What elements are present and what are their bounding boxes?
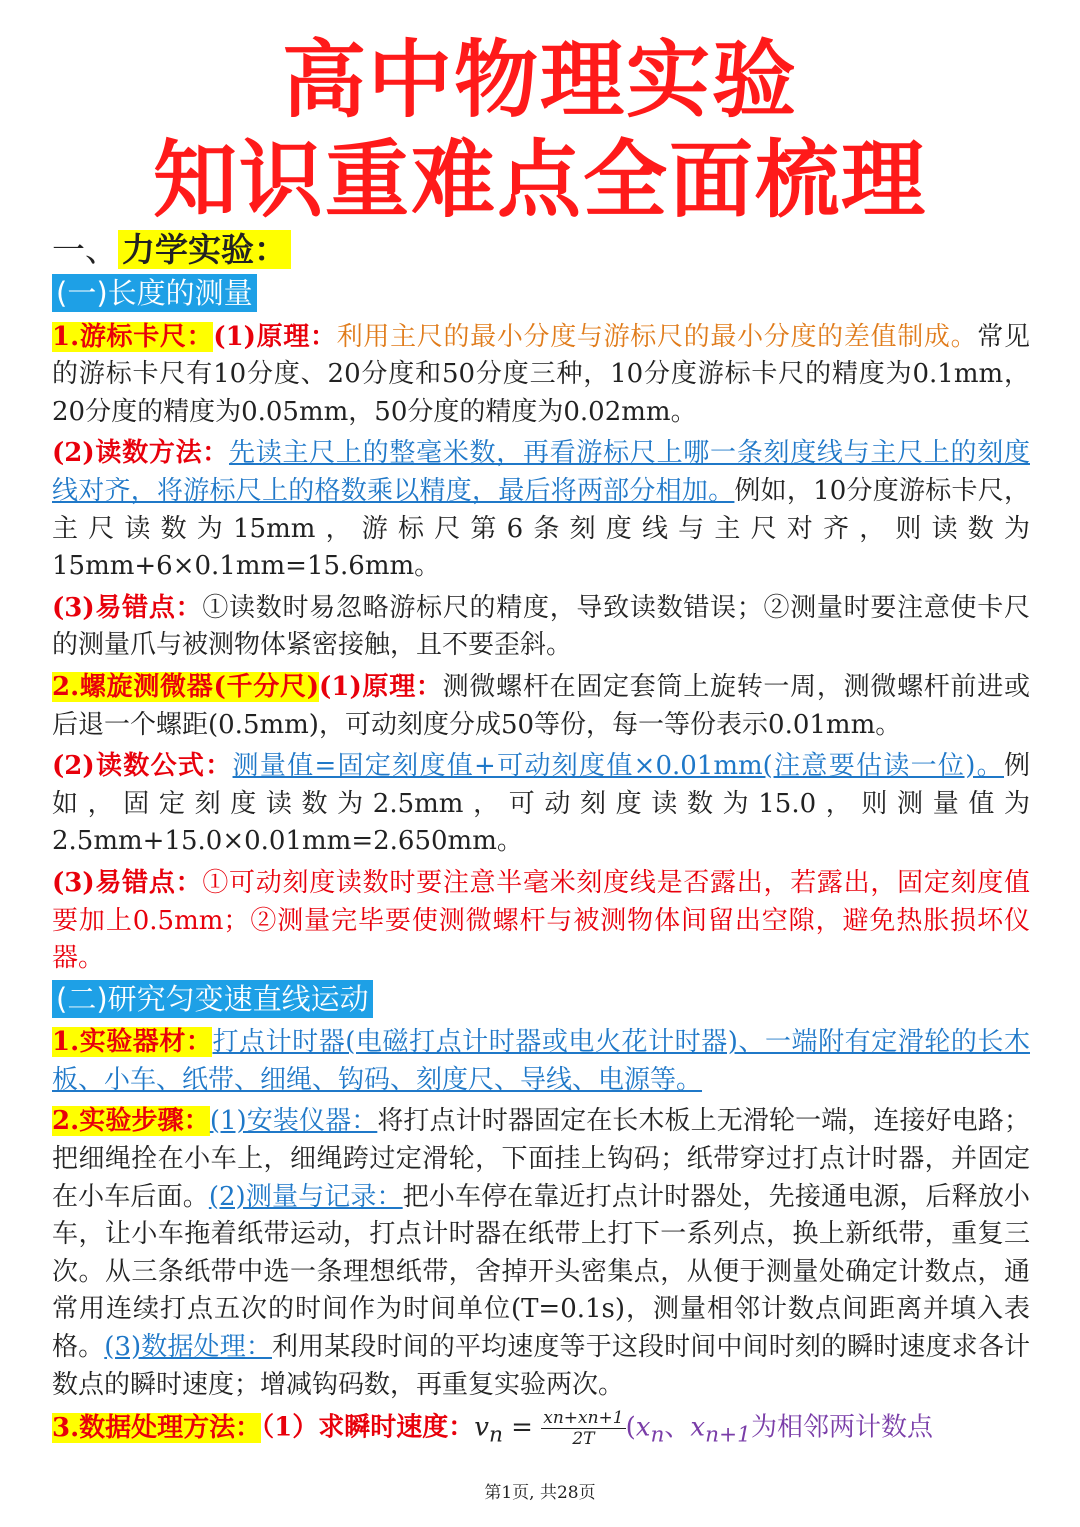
item-lead: （1）求瞬时速度： [261,1412,475,1443]
paragraph-vernier-pitfalls [52,590,1030,665]
body-text: ①可动刻度读数时要注意半毫米刻度线是否露出，若露出，固定刻度值要加上0.5mm；②测量完毕要使测微螺杆与被测物体间留出空隙，避免热胀损坏仪器。 [52,867,1030,974]
item-lead: (2)读数方法： [52,438,230,469]
item-lead: (1)原理： [319,671,443,702]
body-text: 将打点计时器固定在长木板上无滑轮一端，连接好电路；把细绳拴在小车上，细绳跨过定滑轮，下面挂上钩码；纸带穿过打点计时器，并固定在小车后面。 [52,1106,1030,1212]
item-heading: 1.游标卡尺： [52,321,214,352]
page-footer: 第1页, 共28页 [484,1483,596,1503]
section-label: 力学实验： [118,230,291,269]
item-lead: (2)读数公式： [52,751,233,782]
body-text: 例如，10分度游标卡尺，主尺读数为15mm，游标尺第6条刻度线与主尺对齐，则读数为15mm+6×0.1mm=15.6mm。 [52,475,1030,582]
formula-lhs: v [474,1412,489,1443]
item-heading: 1.实验器材： [52,1027,213,1058]
fraction-numerator: xn+xn+1 [543,1408,624,1429]
body-text: 例如，固定刻度读数为2.5mm，可动刻度读数为15.0，则测量值为2.5mm+15.0×0.01mm=2.650mm。 [52,751,1031,857]
underlined-text: 先读主尺上的整毫米数，再看游标尺上哪一条刻度线与主尺上的刻度线对齐，将游标尺上的格数乘以精度，最后将两部分相加。 [52,438,1030,506]
step-label: (1)安装仪器： [209,1106,378,1137]
title-line-2: 知识重难点全面梳理 [152,131,927,229]
body-text: 利用某段时间的平均速度等于这段时间中间时刻的瞬时速度求各计数点的瞬时速度；增减钩码数，再重复实验两次。 [52,1332,1030,1400]
body-text: ①读数时易忽略游标尺的精度，导致读数错误；②测量时要注意使卡尺的测量爪与被测物体紧密接触，且不要歪斜。 [52,592,1030,661]
item-lead: (3)易错点： [52,867,203,898]
body-text: 把小车停在靠近打点计时器处，先接通电源，后释放小车，让小车拖着纸带运动，打点计时器在纸带上打下一系列点，换上新纸带，重复三次。从三条纸带中选一条理想纸带，舍掉开头密集点，从便于测量处确定计数点，通常用连续打点五次的时间作为时间单位(T=0.1s)，测量相邻计数点间距离并填入表格。 [52,1181,1030,1363]
fraction-denominator: 2T [572,1429,595,1450]
paragraph-micrometer-pitfalls [52,865,1030,978]
item-lead: (1)原理： [213,321,337,352]
underlined-text: 测量值=固定刻度值+可动刻度值×0.01mm(注意要估读一位)。 [232,751,1004,782]
var-xn: x [635,1412,651,1443]
formula-lhs-sub: n [488,1422,503,1448]
step-label: (3)数据处理： [104,1332,272,1363]
var-xn-sub: n [650,1422,665,1448]
title-line-1: 高中物理实验 [281,31,798,129]
paragraph-micrometer-principle [52,669,1030,744]
body-text: 常见的游标卡尺有10分度、20分度和50分度三种，10分度游标卡尺的精度为0.1mm，20分度的精度为0.05mm，50分度的精度为0.02mm。 [52,321,1030,427]
highlight-text: 利用主尺的最小分度与游标尺的最小分度的差值制成。 [336,321,978,352]
item-heading: 2.实验步骤： [52,1106,210,1137]
paragraph-vernier-reading [52,435,1030,585]
item-heading: 3.数据处理方法： [52,1412,262,1443]
subsection-uniform-acceleration: (二)研究匀变速直线运动 [52,980,373,1018]
paragraph-vernier-principle [52,319,1030,432]
step-label: (2)测量与记录： [208,1181,403,1212]
item-lead: (3)易错点： [52,592,203,623]
formula-tail: 为相邻两计数点 [750,1412,933,1443]
body-text: 测微螺杆在固定套筒上旋转一周，测微螺杆前进或后退一个螺距(0.5mm)，可动刻度分成50等份，每一等份表示0.01mm。 [52,671,1030,740]
var-xn1-sub: n+1 [705,1422,751,1448]
separator: 、 [664,1412,691,1443]
section-mechanics-heading [52,228,1030,272]
subsection-length-measurement: (一)长度的测量 [52,274,257,312]
underlined-text: 打点计时器(电磁打点计时器或电火花计时器)、一端附有定滑轮的长木板、小车、纸带、细绳、钩码、刻度尺、导线、电源等。 [52,1027,1030,1095]
var-xn1: x [690,1412,706,1443]
document-body [52,226,1030,1455]
section-prefix: 一、 [52,230,118,269]
paragraph-micrometer-formula [52,748,1030,861]
paragraph-procedure [52,1103,1030,1404]
formula-fraction [541,1408,625,1449]
item-heading: 2.螺旋测微器(千分尺) [52,671,320,702]
paragraph-data-processing [52,1408,1030,1454]
paragraph-apparatus [52,1024,1030,1099]
paren-open: ( [625,1412,636,1443]
formula-equals: = [502,1412,542,1443]
